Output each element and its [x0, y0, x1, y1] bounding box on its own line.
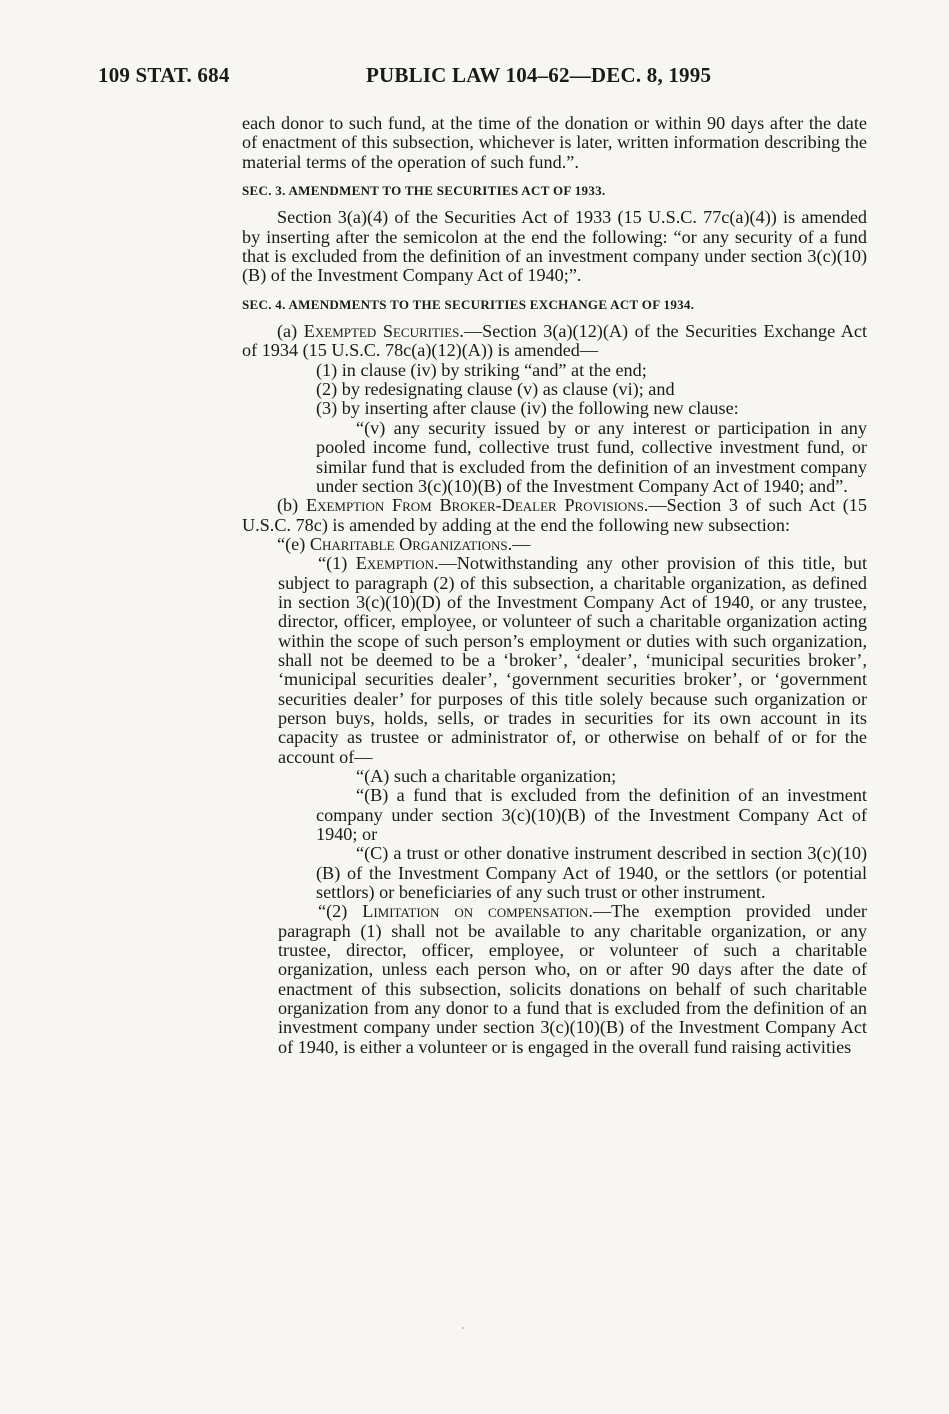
clause-a2: (2) by redesignating clause (v) as clause (vi); and — [316, 379, 675, 400]
subsection-b-text: —Section 3 of such Act (15 U.S.C. 78c) is amended by adding at the end the following new subsection: — [242, 495, 867, 535]
paragraph-e2 — [242, 902, 867, 1057]
document-body — [242, 114, 867, 1057]
section-3-heading: SEC. 3. AMENDMENT TO THE SECURITIES ACT OF 1933. — [242, 183, 606, 199]
subsection-a — [242, 322, 867, 361]
subsection-e-dash: — — [512, 533, 531, 554]
paragraph-e1-text: —Notwithstanding any other provision of this title, but subject to paragraph (2) of this subsection, a charitable organization, as defined in section 3(c)(10)(D) of the Investment Company Act of 1940, or any trustee, director, officer, employee, or volunteer of such a charitable organization acting within the scope of such person’s employment or duties with such organization, shall not be deemed to be a ‘broker’, ‘dealer’, ‘municipal securities broker’, ‘municipal securities dealer’, ‘government securities broker’, or ‘government securities dealer’ for purposes of this title solely because such organization or person buys, holds, sells, or trades in securities for its own account in its capacity as trustee or administrator of, or otherwise on behalf of or for the account of— — [278, 553, 867, 767]
paragraph-e2-caption: Limitation on compensation. — [362, 901, 593, 922]
page-reference: 109 STAT. 684 — [98, 63, 230, 87]
page-title: PUBLIC LAW 104–62—DEC. 8, 1995 — [366, 63, 712, 87]
subparagraph-e-b: “(B) a fund that is excluded from the definition of an investment company under section 3(c)(10)(B) of the Investment Company Act of 1940; or — [316, 785, 867, 845]
subsection-a-label: (a) — [277, 321, 304, 342]
intro-paragraph: each donor to such fund, at the time of the donation or within 90 days after the date of enactment of this subsection, whichever is later, written information describing the material terms of the operation of such fund.”. — [242, 113, 867, 172]
paragraph-e2-text: —The exemption provided under paragraph (1) shall not be available to any charitable organization, or any trustee, director, officer, employee, or volunteer of such a charitable organization, unless each person who, on or after 90 days after the date of enactment of this subsection, solicits donations on behalf of such charitable organization from any donor to a fund that is excluded from the definition of an investment company under section 3(c)(10)(B) of the Investment Company Act of 1940, is either a volunteer or is engaged in the overall fund raising activities — [278, 901, 867, 1057]
subsection-b-caption: Exemption From Broker-Dealer Provisions. — [305, 495, 649, 516]
subsection-b-label: (b) — [277, 495, 306, 516]
subparagraph-e-a: “(A) such a charitable organization; — [356, 766, 617, 786]
subparagraph-e-c: “(C) a trust or other donative instrument described in section 3(c)(10)(B) of the Investment Company Act of 1940, or the settlors (or potential settlors) or beneficiaries of any such trust or other instrument. — [316, 843, 867, 903]
section-3-text: Section 3(a)(4) of the Securities Act of 1933 (15 U.S.C. 77c(a)(4)) is amended by inserting after the semicolon at the end the following: “or any security of a fund that is excluded from the definition of an investment company under section 3(c)(10)(B) of the Investment Company Act of 1940;”. — [242, 207, 867, 286]
paragraph-e1-caption: Exemption. — [355, 553, 439, 574]
paragraph-e1 — [242, 554, 867, 767]
clause-a3: (3) by inserting after clause (iv) the following new clause: — [316, 398, 739, 419]
subsection-e-label: “(e) — [277, 533, 310, 554]
paragraph-e1-label: “(1) — [318, 553, 356, 574]
clause-a1: (1) in clause (iv) by striking “and” at the end; — [316, 359, 647, 380]
paragraph-e2-label: “(2) — [318, 901, 363, 922]
section-4-heading: SEC. 4. AMENDMENTS TO THE SECURITIES EXCHANGE ACT OF 1934. — [242, 296, 695, 312]
subsection-a-caption: Exempted Securities. — [303, 321, 464, 342]
subsection-e-caption: Charitable Organizations. — [309, 533, 513, 554]
scan-speck — [462, 1327, 464, 1329]
subsection-b — [242, 496, 867, 535]
subsection-e-heading — [242, 535, 867, 554]
clause-a3-quote: “(v) any security issued by or any interest or participation in any pooled income fund, collective trust fund, collective investment fund, or similar fund that is excluded from the definition of an investment company under section 3(c)(10)(B) of the Investment Company Act of 1940; and”. — [316, 417, 867, 496]
subsection-a-text: —Section 3(a)(12)(A) of the Securities Exchange Act of 1934 (15 U.S.C. 78c(a)(12)(A)) is amended— — [242, 321, 868, 361]
